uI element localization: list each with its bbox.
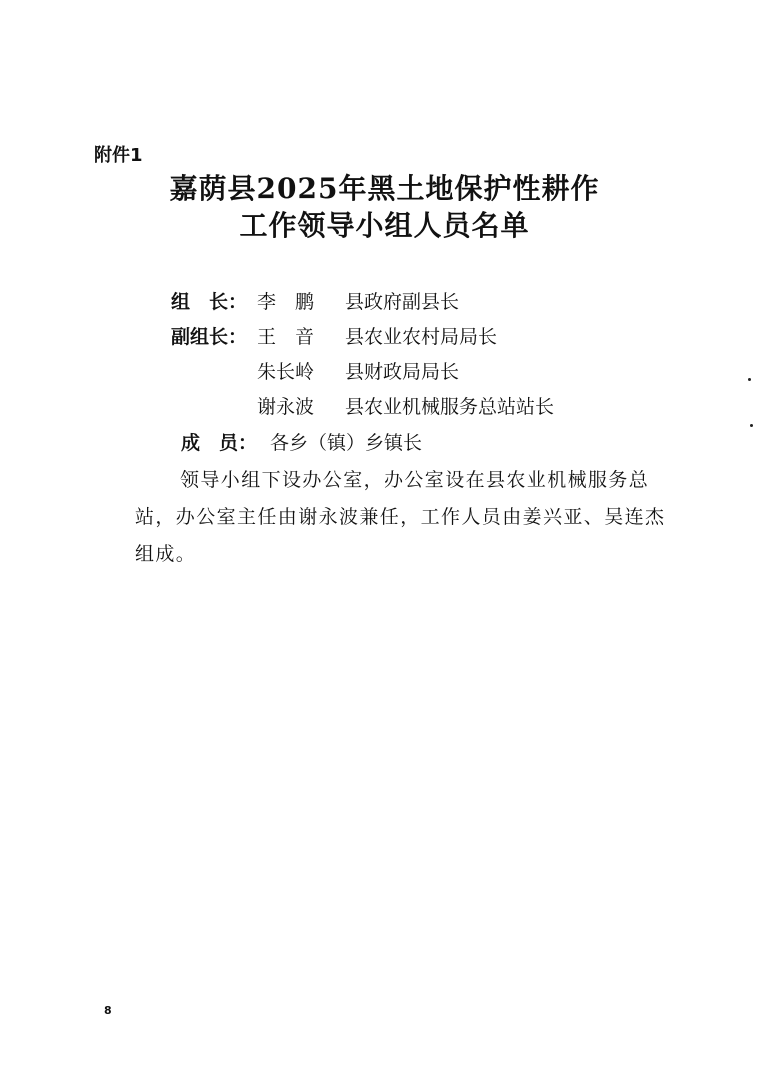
document-title-line-2: 工作领导小组人员名单	[239, 209, 530, 242]
scan-speck	[750, 424, 753, 427]
person-position-deputy-1: 县农业农村局局长	[345, 326, 498, 348]
paragraph-line-2: 站，办公室主任由谢永波兼任，工作人员由姜兴亚、吴连杰	[135, 506, 666, 528]
person-position-leader: 县政府副县长	[345, 291, 460, 313]
paragraph-line-3: 组成。	[135, 543, 197, 565]
scan-speck	[748, 378, 751, 381]
document-title-line-1: 嘉荫县2025年黑土地保护性耕作	[169, 172, 600, 205]
page-number: 8	[104, 1004, 112, 1017]
person-position-deputy-2: 县财政局局长	[345, 361, 460, 383]
person-name-leader: 李 鹏	[257, 291, 315, 313]
person-name-deputy-2: 朱长岭	[257, 361, 315, 383]
role-label-leader: 组 长：	[171, 291, 248, 313]
role-label-deputy: 副组长：	[171, 326, 248, 348]
person-name-deputy-3: 谢永波	[257, 396, 315, 418]
members-text: 各乡（镇）乡镇长	[270, 432, 423, 454]
attachment-label: 附件1	[94, 145, 143, 166]
person-position-deputy-3: 县农业机械服务总站站长	[345, 396, 555, 418]
role-label-members: 成 员：	[181, 432, 258, 454]
paragraph-line-1: 领导小组下设办公室，办公室设在县农业机械服务总	[180, 469, 650, 491]
person-name-deputy-1: 王 音	[257, 326, 315, 348]
